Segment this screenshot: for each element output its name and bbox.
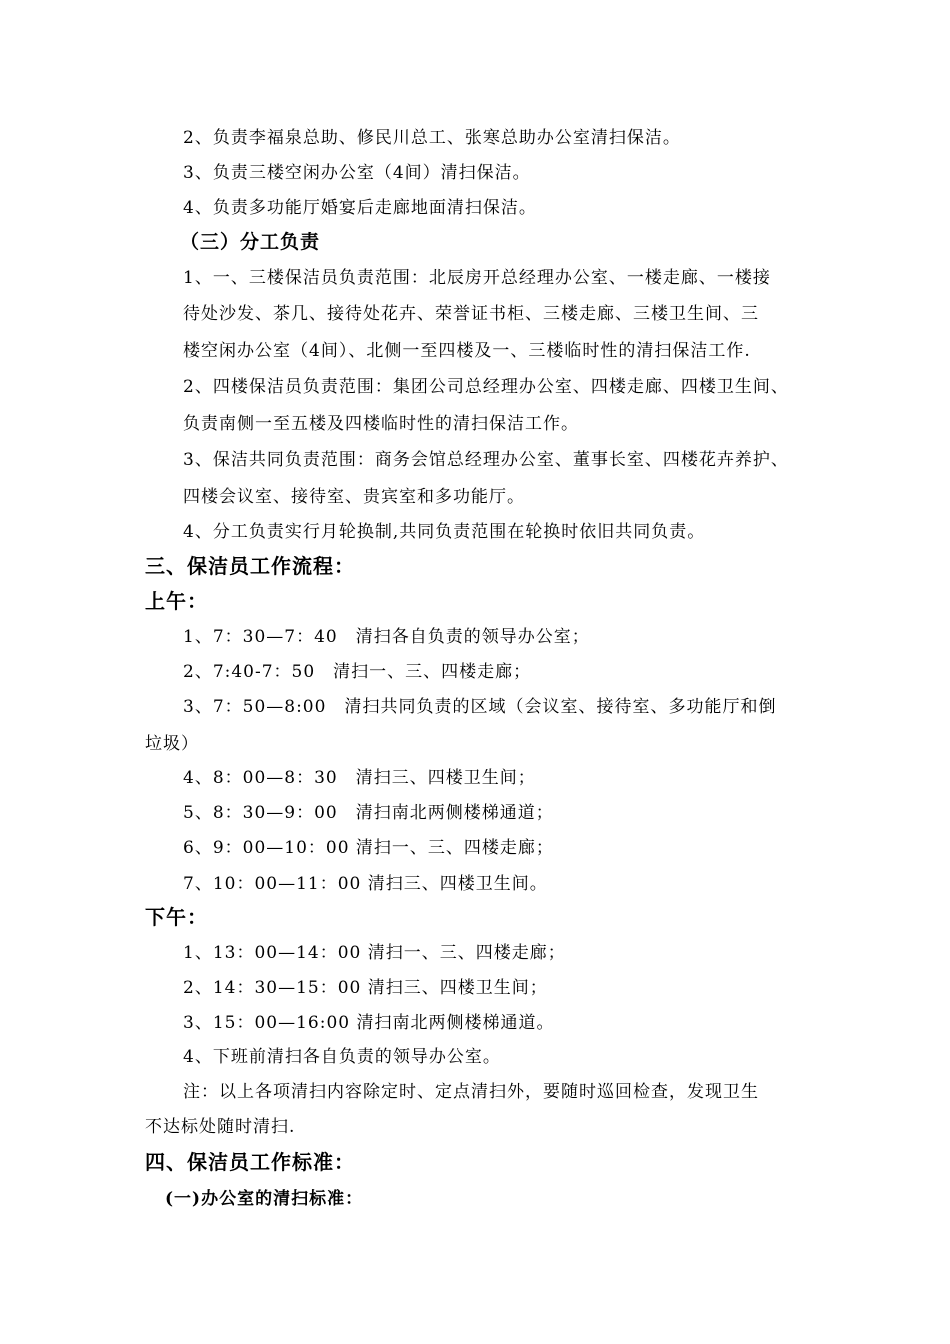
text-line: 2、四楼保洁员负责范围：集团公司总经理办公室、四楼走廊、四楼卫生间、	[183, 377, 789, 397]
text-line: 4、分工负责实行月轮换制,共同负责范围在轮换时依旧共同负责。	[183, 522, 706, 542]
text-line: 3、负责三楼空闲办公室（4间）清扫保洁。	[183, 163, 531, 183]
text-line: 2、负责李福泉总助、修民川总工、张寒总助办公室清扫保洁。	[183, 128, 681, 148]
text-line: 负责南侧一至五楼及四楼临时性的清扫保洁工作。	[183, 414, 579, 434]
text-line: 3、15：00—16:00 清扫南北两侧楼梯通道。	[183, 1013, 555, 1033]
section-subheading: (一)办公室的清扫标准：	[165, 1189, 364, 1209]
text-line: 7、10：00—11：00 清扫三、四楼卫生间。	[183, 874, 548, 894]
text-line: 5、8：30—9：00 清扫南北两侧楼梯通道；	[183, 803, 554, 823]
text-line: 四楼会议室、接待室、贵宾室和多功能厅。	[183, 487, 525, 507]
text-line: 4、8：00—8：30 清扫三、四楼卫生间；	[183, 768, 536, 788]
text-line: 6、9：00—10：00 清扫一、三、四楼走廊；	[183, 838, 554, 858]
text-line: 2、14：30—15：00 清扫三、四楼卫生间；	[183, 978, 548, 998]
section-subheading: （三）分工负责	[180, 231, 321, 253]
text-line: 3、保洁共同负责范围：商务会馆总经理办公室、董事长室、四楼花卉养护、	[183, 450, 789, 470]
period-heading: 下午：	[145, 905, 208, 929]
text-line: 1、13：00—14：00 清扫一、三、四楼走廊；	[183, 943, 566, 963]
text-line: 1、7：30—7：40 清扫各自负责的领导办公室；	[183, 627, 590, 647]
text-line: 楼空闲办公室（4间）、北侧一至四楼及一、三楼临时性的清扫保洁工作.	[183, 341, 751, 361]
text-line: 垃圾）	[145, 734, 199, 754]
period-heading: 上午：	[145, 589, 208, 613]
note-line: 不达标处随时清扫.	[145, 1117, 296, 1137]
section-heading: 四、保洁员工作标准：	[145, 1150, 355, 1174]
note-line: 注：以上各项清扫内容除定时、定点清扫外，要随时巡回检查，发现卫生	[183, 1082, 759, 1102]
text-line: 待处沙发、茶几、接待处花卉、荣誉证书柜、三楼走廊、三楼卫生间、三	[183, 304, 759, 324]
text-line: 3、7：50—8:00 清扫共同负责的区域（会议室、接待室、多功能厅和倒	[183, 697, 777, 717]
text-line: 4、负责多功能厅婚宴后走廊地面清扫保洁。	[183, 198, 537, 218]
text-line: 1、一、三楼保洁员负责范围：北辰房开总经理办公室、一楼走廊、一楼接	[183, 268, 771, 288]
section-heading: 三、保洁员工作流程：	[145, 554, 355, 578]
text-line: 2、7:40-7：50 清扫一、三、四楼走廊；	[183, 662, 532, 682]
text-line: 4、下班前清扫各自负责的领导办公室。	[183, 1047, 501, 1067]
